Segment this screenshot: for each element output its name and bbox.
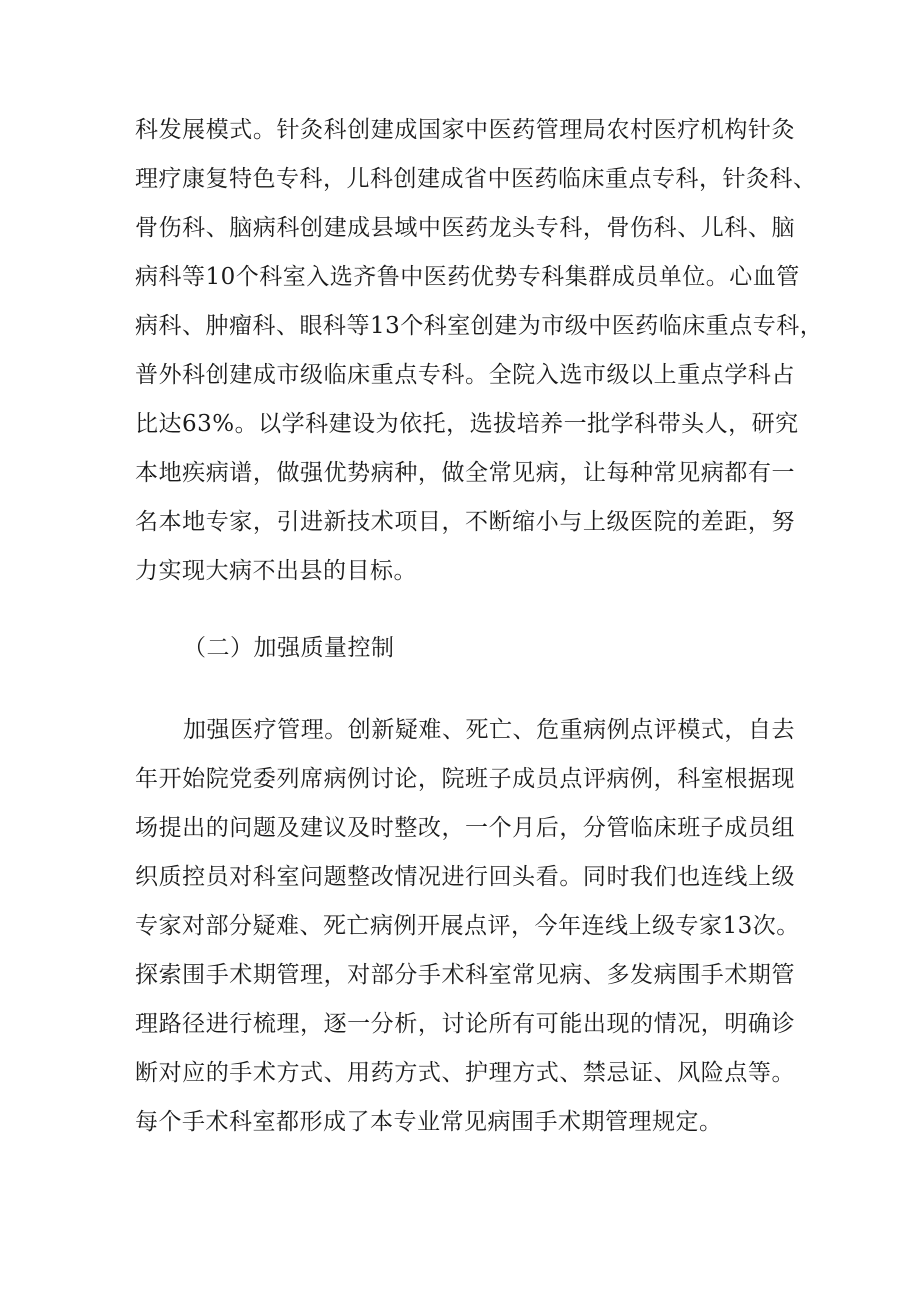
paragraph2-line-4: 织质控员对科室问题整改情况进行回头看。同时我们也连线上级 (135, 864, 795, 890)
section-heading: （二）加强质量控制 (183, 635, 395, 661)
paragraph2-line-3: 场提出的问题及建议及时整改，一个月后，分管临床班子成员组 (135, 815, 795, 841)
paragraph2-line-2: 年开始院党委列席病例讨论，院班子成员点评病例，科室根据现 (135, 766, 795, 792)
paragraph2-line-9: 每个手术科室都形成了本专业常见病围手术期管理规定。 (135, 1109, 723, 1135)
paragraph1-line-1: 科发展模式。针灸科创建成国家中医药管理局农村医疗机构针灸 (135, 117, 795, 143)
paragraph1-line-3: 骨伤科、脑病科创建成县域中医药龙头专科，骨伤科、儿科、脑 (135, 215, 795, 241)
paragraph1-line-5: 病科、肿瘤科、眼科等13个科室创建为市级中医药临床重点专科， (135, 313, 824, 339)
paragraph2-line-5: 专家对部分疑难、死亡病例开展点评，今年连线上级专家13次。 (135, 913, 800, 939)
paragraph2-line-8: 断对应的手术方式、用药方式、护理方式、禁忌证、风险点等。 (135, 1060, 795, 1086)
paragraph2-line-1: 加强医疗管理。创新疑难、死亡、危重病例点评模式，自去 (183, 717, 795, 743)
paragraph1-line-4: 病科等10个科室入选齐鲁中医药优势专科集群成员单位。心血管 (135, 264, 800, 290)
paragraph1-line-10: 力实现大病不出县的目标。 (135, 558, 417, 584)
paragraph1-line-6: 普外科创建成市级临床重点专科。全院入选市级以上重点学科占 (135, 362, 795, 388)
paragraph1-line-9: 名本地专家，引进新技术项目，不断缩小与上级医院的差距，努 (135, 509, 795, 535)
paragraph1-line-2: 理疗康复特色专科，儿科创建成省中医药临床重点专科，针灸科、 (135, 166, 817, 192)
paragraph1-line-8: 本地疾病谱，做强优势病种，做全常见病，让每种常见病都有一 (135, 460, 795, 486)
paragraph2-line-7: 理路径进行梳理，逐一分析，讨论所有可能出现的情况，明确诊 (135, 1011, 795, 1037)
paragraph2-line-6: 探索围手术期管理，对部分手术科室常见病、多发病围手术期管 (135, 962, 795, 988)
paragraph1-line-7: 比达63%。以学科建设为依托，选拔培养一批学科带头人，研究 (135, 411, 799, 437)
